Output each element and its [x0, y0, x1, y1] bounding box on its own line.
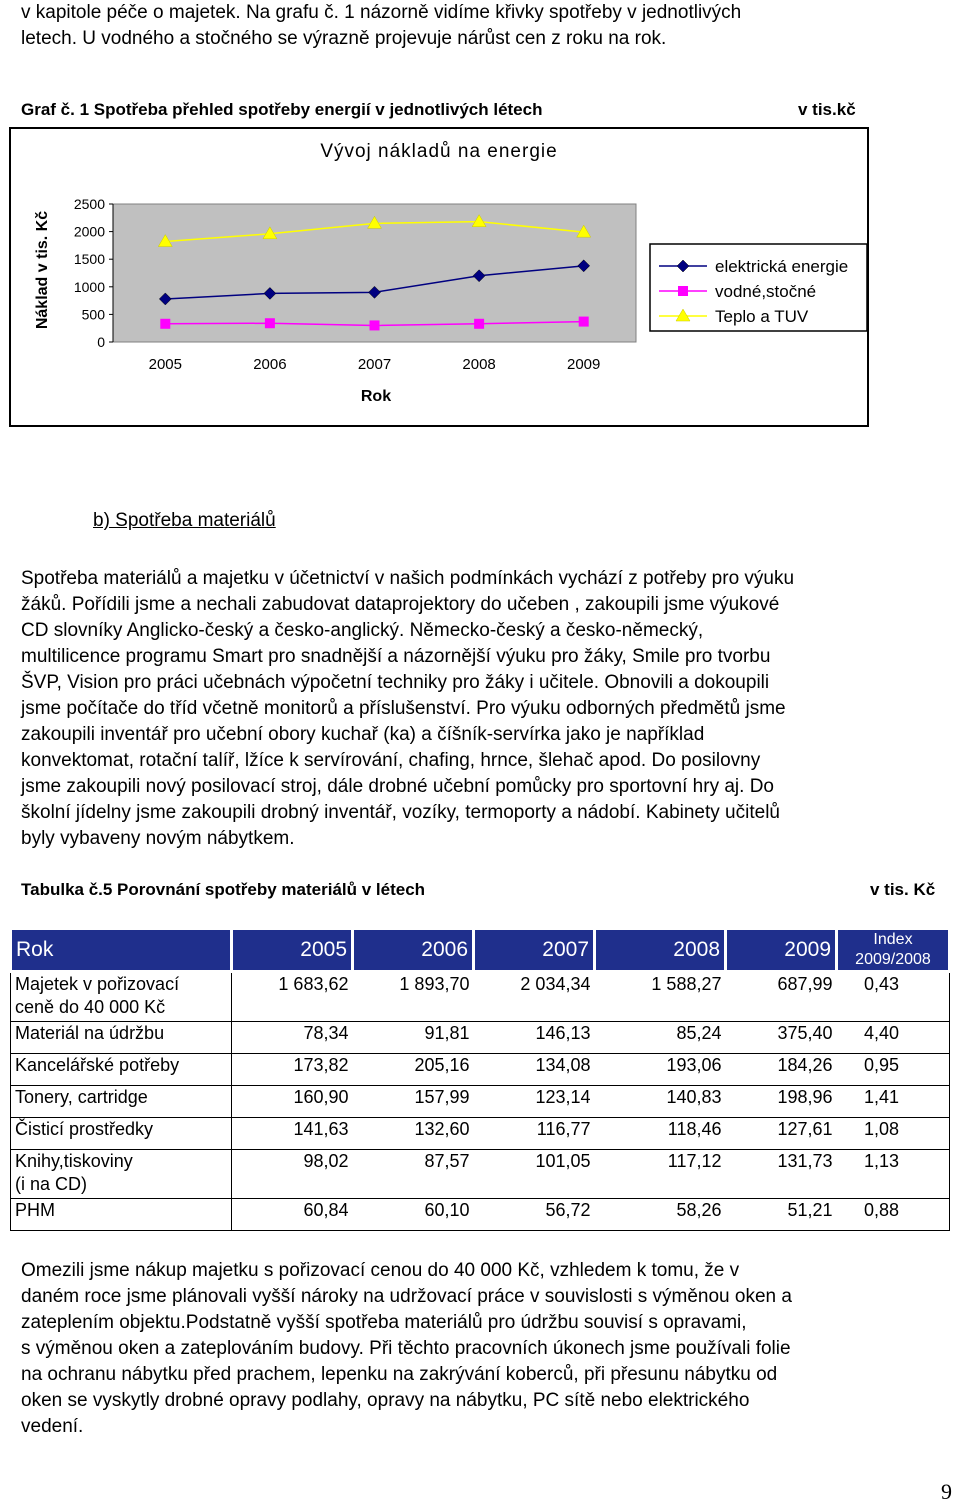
y-tick-label: 0 [97, 334, 105, 350]
header-2006: 2006 [353, 929, 474, 972]
data-point [370, 320, 380, 330]
table-cell: 78,34 [232, 1022, 353, 1054]
section-b-line: konvektomat, rotační talíř, lžíce k servírování, chafing, hrnce, šlehač apod. Do posilovny [21, 750, 761, 771]
table-cell: 123,14 [474, 1086, 595, 1118]
x-axis [149, 356, 601, 373]
closing-line: na ochranu nábytku před prachem, lepenku na zakrývání koberců, při přesunu nábytku od [21, 1364, 778, 1385]
chart-title: Vývoj nákladů na energie [320, 141, 558, 162]
section-b-line: CD slovníky Anglicko-český a česko-anglický. Německo-český a česko-německý, [21, 620, 704, 641]
table-row [11, 1022, 950, 1054]
section-b-line: ŠVP, Vision pro práci učebnách výpočetní techniky pro žáky i učitele. Obnovili a dokoupili [21, 672, 770, 693]
table-cell: 184,26 [726, 1054, 837, 1086]
table-cell: 58,26 [595, 1199, 726, 1231]
closing-line: vedení. [21, 1416, 84, 1437]
table-unit: v tis. Kč [870, 880, 936, 899]
header-index [837, 929, 950, 972]
table-row [11, 1118, 950, 1150]
row-label: Kancelářské potřeby [11, 1054, 232, 1086]
table-cell: 51,21 [726, 1199, 837, 1231]
table-row [11, 1054, 950, 1086]
data-point [265, 318, 275, 328]
table-row [11, 1199, 950, 1231]
table-cell: 60,10 [353, 1199, 474, 1231]
table-caption: Tabulka č.5 Porovnání spotřeby materiálů v létech [21, 880, 426, 899]
section-b-line: žáků. Pořídili jsme a nechali zabudovat dataprojektory do učeben , zakoupili jsme výukové [21, 594, 780, 615]
table-cell: 0,43 [837, 972, 950, 1022]
table-cell: 140,83 [595, 1086, 726, 1118]
data-point [160, 319, 170, 329]
header-index-bottom: 2009/2008 [838, 950, 948, 970]
section-b-line: školní jídelny jsme zakoupili drobný inventář, vozíky, termoporty a nádobí. Kabinety učitelů [21, 802, 780, 823]
table-cell: 173,82 [232, 1054, 353, 1086]
table-cell: 198,96 [726, 1086, 837, 1118]
row-label: Čisticí prostředky [11, 1118, 232, 1150]
table-cell: 1,08 [837, 1118, 950, 1150]
table-row [11, 972, 950, 1022]
table-cell: 157,99 [353, 1086, 474, 1118]
header-2005: 2005 [232, 929, 353, 972]
table-cell: 127,61 [726, 1118, 837, 1150]
closing-line: s výměnou oken a zateplováním budovy. Při těchto pracovních úkonech jsme používali folie [21, 1338, 791, 1359]
header-2007: 2007 [474, 929, 595, 972]
table-cell: 87,57 [353, 1150, 474, 1199]
y-axis [74, 196, 113, 350]
data-point [579, 317, 589, 327]
table-cell: 60,84 [232, 1199, 353, 1231]
row-label: Tonery, cartridge [11, 1086, 232, 1118]
table-cell: 117,12 [595, 1150, 726, 1199]
table-row [11, 1086, 950, 1118]
table-cell: 205,16 [353, 1054, 474, 1086]
table-cell: 0,95 [837, 1054, 950, 1086]
closing-line: daném roce jsme plánovali vyšší nároky na udržovací práce v souvislosti s výměnou oken a [21, 1286, 792, 1307]
section-b-line: multilicence programu Smart pro snadnější a názornější výuku pro žáky, Smile pro tvorbu [21, 646, 771, 667]
table-cell: 1 683,62 [232, 972, 353, 1022]
section-b-paragraph [21, 566, 957, 852]
table-header-row [11, 929, 950, 972]
table-cell: 141,63 [232, 1118, 353, 1150]
table-cell: 1,41 [837, 1086, 950, 1118]
closing-line: Omezili jsme nákup majetku s pořizovací cenou do 40 000 Kč, vzhledem k tomu, že v [21, 1260, 740, 1281]
table-cell: 118,46 [595, 1118, 726, 1150]
table-cell: 131,73 [726, 1150, 837, 1199]
legend-label: elektrická energie [715, 257, 849, 276]
data-point [474, 319, 484, 329]
page-number: 9 [941, 1479, 952, 1504]
header-2009: 2009 [726, 929, 837, 972]
legend-marker [678, 286, 688, 296]
table-cell: 101,05 [474, 1150, 595, 1199]
header-rok: Rok [11, 929, 232, 972]
table-cell: 146,13 [474, 1022, 595, 1054]
section-b-line: zakoupili inventář pro učební obory kuchař (ka) a číšník-servírka jako je například [21, 724, 705, 745]
table-cell: 56,72 [474, 1199, 595, 1231]
row-label: Majetek v pořizovací ceně do 40 000 Kč [11, 972, 232, 1022]
closing-line: zateplením objektu.Podstatně vyšší spotřeba materiálů pro údržbu souvisí s opravami, [21, 1312, 747, 1333]
y-tick-label: 1000 [73, 278, 105, 295]
table-cell: 1 588,27 [595, 972, 726, 1022]
x-tick-label: 2005 [148, 356, 182, 373]
energy-cost-chart [9, 127, 869, 427]
table-cell: 98,02 [232, 1150, 353, 1199]
x-tick-label: 2006 [253, 356, 287, 373]
chart-y-axis-label: Náklad v tis. Kč [34, 210, 51, 330]
header-index-top: Index [873, 931, 913, 948]
legend-label: Teplo a TUV [715, 307, 809, 326]
table-cell: 91,81 [353, 1022, 474, 1054]
row-label: PHM [11, 1199, 232, 1231]
table-cell: 160,90 [232, 1086, 353, 1118]
x-tick-label: 2008 [462, 356, 496, 373]
row-label: Knihy,tiskoviny (i na CD) [11, 1150, 232, 1199]
table-cell: 0,88 [837, 1199, 950, 1231]
table-cell: 193,06 [595, 1054, 726, 1086]
x-tick-label: 2009 [567, 356, 601, 373]
section-b-line: jsme počítače do tříd včetně monitorů a příslušenství. Pro výuku odborných předmětů jsme [21, 698, 786, 719]
y-tick-label: 500 [81, 306, 105, 323]
legend-label: vodné,stočné [715, 282, 817, 301]
graph-caption: Graf č. 1 Spotřeba přehled spotřeby energií v jednotlivých létech [21, 100, 543, 119]
table-row [11, 1150, 950, 1199]
materials-table [9, 927, 951, 1231]
section-b-line: byly vybaveny novým nábytkem. [21, 828, 295, 849]
table-cell: 2 034,34 [474, 972, 595, 1022]
header-2008: 2008 [595, 929, 726, 972]
row-label: Materiál na údržbu [11, 1022, 232, 1054]
x-tick-label: 2007 [357, 356, 392, 373]
y-tick-label: 2000 [73, 223, 105, 240]
closing-line: oken se vyskytly drobné opravy podlahy, opravy na nábytku, PC sítě nebo elektrického [21, 1390, 750, 1411]
intro-paragraph [21, 0, 957, 52]
graph-unit: v tis.kč [798, 100, 856, 119]
table-cell: 1,13 [837, 1150, 950, 1199]
table-cell: 1 893,70 [353, 972, 474, 1022]
table-cell: 4,40 [837, 1022, 950, 1054]
table-cell: 375,40 [726, 1022, 837, 1054]
section-b-line: jsme zakoupili nový posilovací stroj, dále drobné učební pomůcky pro sportovní hry aj. Do [21, 776, 774, 797]
y-tick-label: 1500 [73, 251, 105, 268]
table-cell: 116,77 [474, 1118, 595, 1150]
closing-paragraph [21, 1258, 957, 1440]
y-tick-label: 2500 [73, 196, 105, 212]
section-b-line: Spotřeba materiálů a majetku v účetnictví v našich podmínkách vychází z potřeby pro výuku [21, 568, 795, 589]
table-cell: 134,08 [474, 1054, 595, 1086]
table-cell: 687,99 [726, 972, 837, 1022]
table-cell: 132,60 [353, 1118, 474, 1150]
chart-x-axis-label: Rok [360, 388, 392, 405]
intro-line-1: v kapitole péče o majetek. Na grafu č. 1 názorně vidíme křivky spotřeby v jednotlivých [21, 2, 742, 23]
section-b-heading: b) Spotřeba materiálů [93, 510, 276, 531]
intro-line-2: letech. U vodného a stočného se výrazně projevuje nárůst cen z roku na rok. [21, 28, 667, 49]
table-cell: 85,24 [595, 1022, 726, 1054]
